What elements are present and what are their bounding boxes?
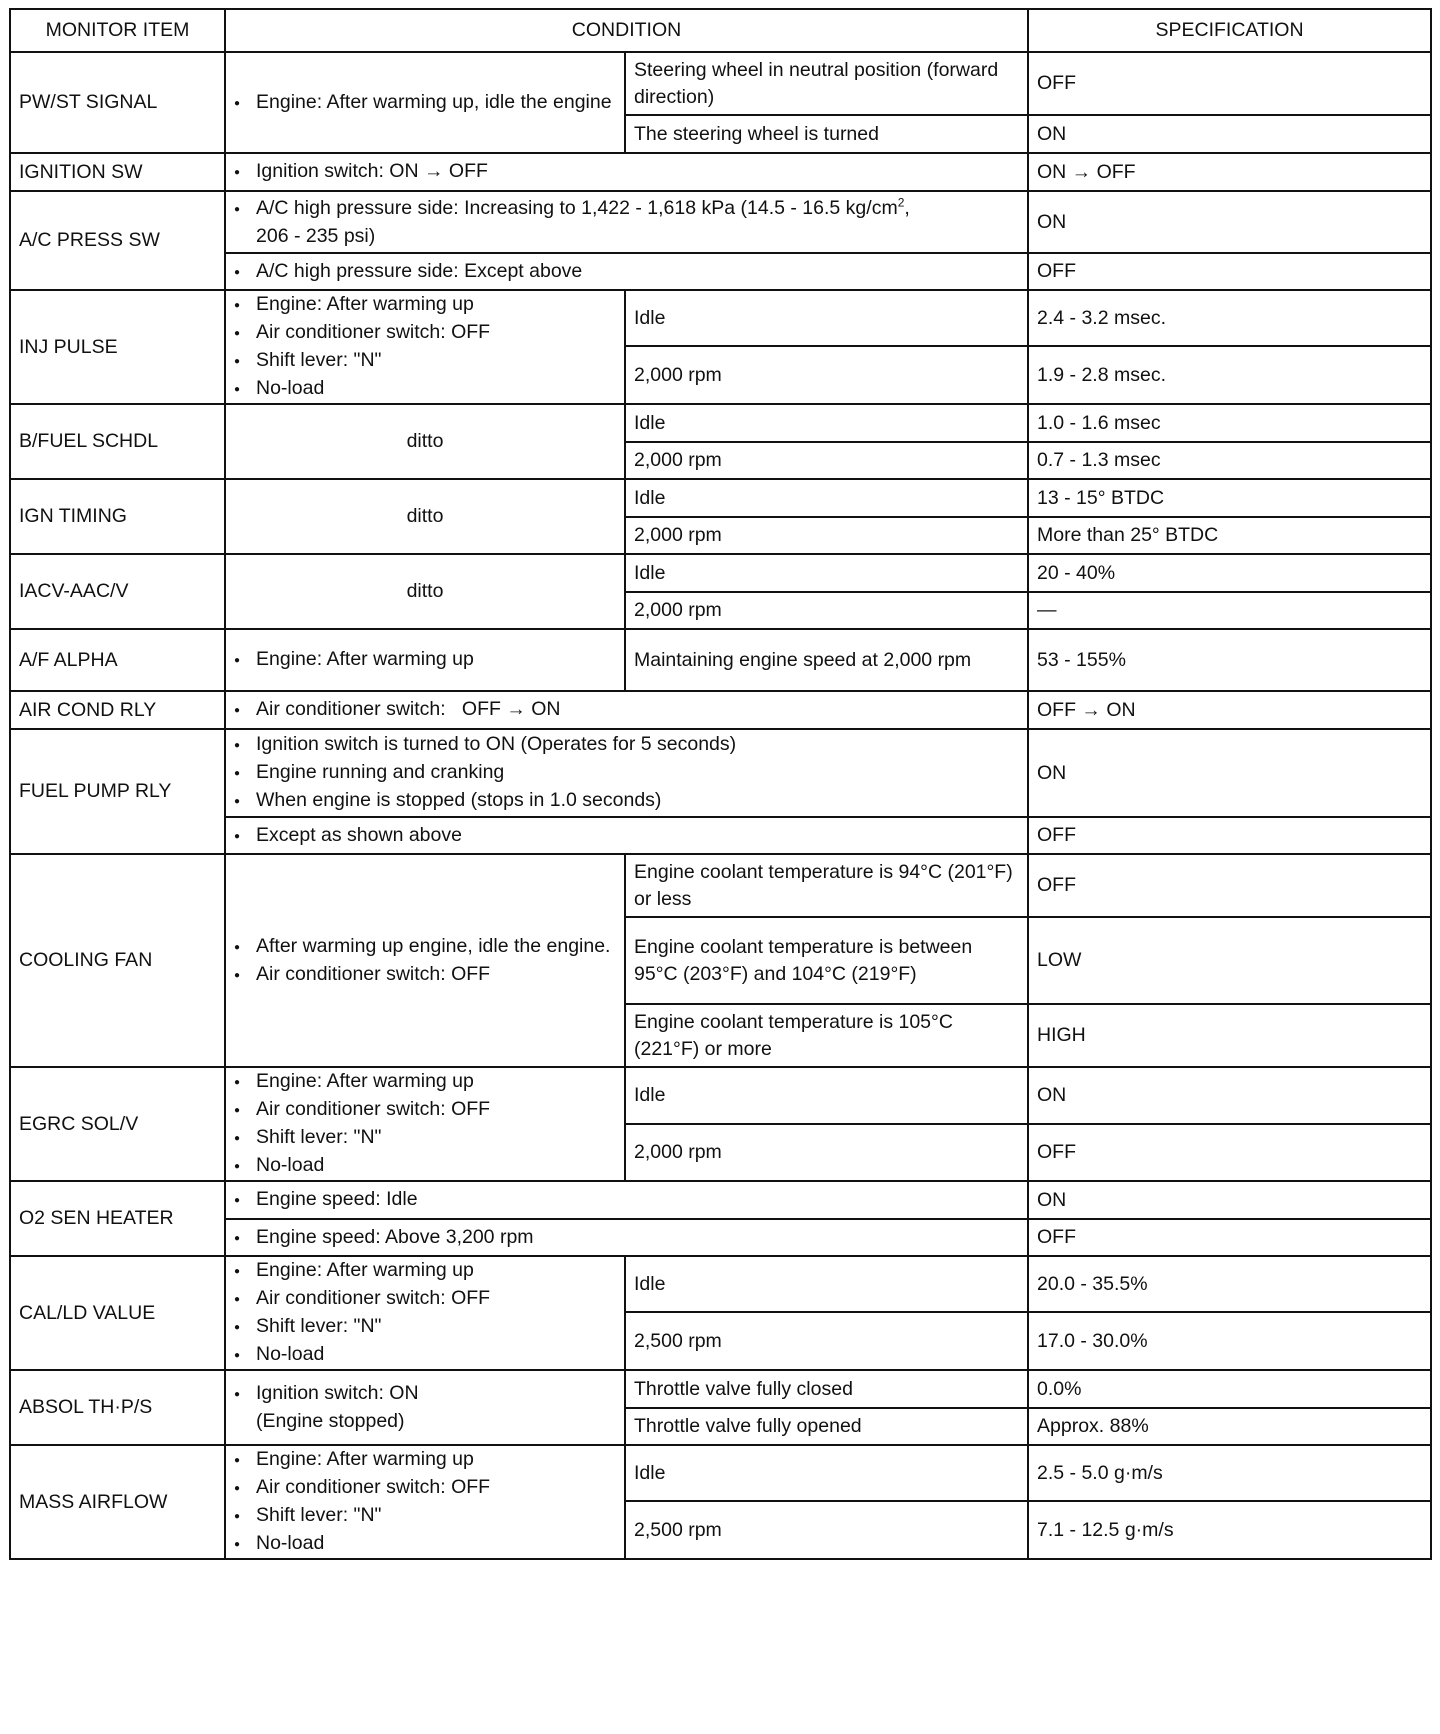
condition-bullet: ● No-load <box>234 1530 616 1558</box>
sub-condition-cell: 2,000 rpm <box>625 1124 1028 1181</box>
table-row <box>10 729 1431 817</box>
condition-note: (Engine stopped) <box>256 1410 405 1432</box>
spec-cell: 2.5 - 5.0 g·m/s <box>1028 1445 1431 1501</box>
condition-bullet: ● Air conditioner switch: OFF <box>234 319 616 347</box>
spec-cell: 53 - 155% <box>1028 629 1431 691</box>
sub-condition-cell: 2,500 rpm <box>625 1501 1028 1559</box>
sub-condition-cell: Engine coolant temperature is 105°C (221°F) or more <box>625 1004 1028 1067</box>
spec-cell: OFF → ON <box>1028 691 1431 729</box>
monitor-item-cell: EGRC SOL/V <box>10 1067 225 1181</box>
monitor-item-cell: A/C PRESS SW <box>10 191 225 290</box>
condition-cell <box>225 854 625 1067</box>
table-row <box>10 479 1431 517</box>
condition-cell <box>225 691 1028 729</box>
spec-cell: 0.7 - 1.3 msec <box>1028 442 1431 479</box>
sub-condition-cell: Steering wheel in neutral position (forward direction) <box>625 52 1028 115</box>
condition-bullet: ● Shift lever: "N" <box>234 1313 616 1341</box>
header-condition: CONDITION <box>225 9 1028 52</box>
condition-cell <box>225 1181 1028 1219</box>
spec-cell: 13 - 15° BTDC <box>1028 479 1431 517</box>
sub-condition-cell: Idle <box>625 479 1028 517</box>
condition-bullet: ● Engine: After warming up <box>234 646 616 674</box>
table-row <box>10 404 1431 442</box>
sub-condition-cell: Idle <box>625 554 1028 592</box>
condition-cell <box>225 1219 1028 1256</box>
spec-cell: — <box>1028 592 1431 629</box>
condition-bullet: ● Engine: After warming up, idle the engine <box>234 89 616 117</box>
condition-bullet: ● Ignition switch: ON <box>234 1380 616 1408</box>
spec-cell: 20.0 - 35.5% <box>1028 1256 1431 1312</box>
spec-cell: 7.1 - 12.5 g·m/s <box>1028 1501 1431 1559</box>
monitor-item-cell: COOLING FAN <box>10 854 225 1067</box>
header-specification: SPECIFICATION <box>1028 9 1431 52</box>
sub-condition-cell: 2,000 rpm <box>625 442 1028 479</box>
sub-condition-cell: Idle <box>625 1445 1028 1501</box>
condition-bullet: ● Engine: After warming up <box>234 1068 616 1096</box>
table-row <box>10 629 1431 691</box>
monitor-item-cell: AIR COND RLY <box>10 691 225 729</box>
condition-cell <box>225 1256 625 1370</box>
condition-cell <box>225 729 1028 817</box>
condition-bullet: ● Ignition switch: ON → OFF <box>234 158 1019 186</box>
condition-bullet: ● No-load <box>234 1152 616 1180</box>
spec-cell: HIGH <box>1028 1004 1431 1067</box>
monitor-item-cell: FUEL PUMP RLY <box>10 729 225 854</box>
condition-bullet: ● Shift lever: "N" <box>234 1124 616 1152</box>
condition-cell: ditto <box>225 404 625 479</box>
condition-cell <box>225 1067 625 1181</box>
spec-cell: OFF <box>1028 253 1431 290</box>
spec-cell: ON <box>1028 1067 1431 1124</box>
condition-bullet: ● A/C high pressure side: Increasing to 1,422 - 1,618 kPa (14.5 - 16.5 $kg/cm^2$, 206 - 235 psi) <box>234 195 1019 250</box>
monitor-item-cell: INJ PULSE <box>10 290 225 404</box>
condition-bullet: ● When engine is stopped (stops in 1.0 seconds) <box>234 787 1019 815</box>
condition-bullet: ● Air conditioner switch: OFF <box>234 1285 616 1313</box>
monitor-item-cell: O2 SEN HEATER <box>10 1181 225 1256</box>
monitor-item-cell: MASS AIRFLOW <box>10 1445 225 1559</box>
spec-cell: 2.4 - 3.2 msec. <box>1028 290 1431 346</box>
table-row <box>10 1370 1431 1408</box>
table-row <box>10 1256 1431 1312</box>
condition-cell <box>225 191 1028 253</box>
sub-condition-cell: 2,000 rpm <box>625 592 1028 629</box>
header-row <box>10 9 1431 52</box>
table-row <box>10 52 1431 115</box>
table-row <box>10 854 1431 917</box>
condition-cell <box>225 817 1028 854</box>
condition-cell <box>225 1370 625 1445</box>
condition-bullet: ● Air conditioner switch: OFF → ON <box>234 696 1019 724</box>
table-row <box>10 691 1431 729</box>
monitor-item-cell: CAL/LD VALUE <box>10 1256 225 1370</box>
condition-bullet: ● Shift lever: "N" <box>234 347 616 375</box>
table-row <box>10 290 1431 346</box>
sub-condition-cell: Engine coolant temperature is between 95°C (203°F) and 104°C (219°F) <box>625 917 1028 1004</box>
spec-cell: ON <box>1028 1181 1431 1219</box>
condition-bullet: ● Engine: After warming up <box>234 1446 616 1474</box>
condition-cell <box>225 1445 625 1559</box>
condition-bullet: ● Engine: After warming up <box>234 1257 616 1285</box>
sub-condition-cell: Idle <box>625 1067 1028 1124</box>
monitor-item-cell: B/FUEL SCHDL <box>10 404 225 479</box>
sub-condition-cell: Engine coolant temperature is 94°C (201°F) or less <box>625 854 1028 917</box>
condition-bullet: ● A/C high pressure side: Except above <box>234 258 1019 286</box>
spec-cell: 1.9 - 2.8 msec. <box>1028 346 1431 404</box>
header-monitor-item: MONITOR ITEM <box>10 9 225 52</box>
table-row <box>10 153 1431 191</box>
condition-bullet: ● Air conditioner switch: OFF <box>234 1096 616 1124</box>
condition-bullet: ● Air conditioner switch: OFF <box>234 961 616 989</box>
spec-cell: 17.0 - 30.0% <box>1028 1312 1431 1370</box>
monitor-item-cell: ABSOL TH·P/S <box>10 1370 225 1445</box>
condition-bullet: ● Ignition switch is turned to ON (Operates for 5 seconds) <box>234 731 1019 759</box>
sub-condition-cell: Idle <box>625 1256 1028 1312</box>
condition-bullet: ● Shift lever: "N" <box>234 1502 616 1530</box>
table-row <box>10 554 1431 592</box>
monitor-spec-table <box>9 8 1432 1560</box>
sub-condition-cell: Maintaining engine speed at 2,000 rpm <box>625 629 1028 691</box>
sub-condition-cell: Idle <box>625 404 1028 442</box>
condition-bullet: ● Engine speed: Idle <box>234 1186 1019 1214</box>
spec-cell: 1.0 - 1.6 msec <box>1028 404 1431 442</box>
spec-cell: OFF <box>1028 52 1431 115</box>
condition-cell: ditto <box>225 554 625 629</box>
condition-bullet: ● No-load <box>234 1341 616 1369</box>
table-row <box>10 1067 1431 1124</box>
table-row <box>10 191 1431 253</box>
condition-bullet: ● After warming up engine, idle the engine. <box>234 933 616 961</box>
monitor-item-cell: IGN TIMING <box>10 479 225 554</box>
sub-condition-cell: Throttle valve fully closed <box>625 1370 1028 1408</box>
monitor-item-cell: A/F ALPHA <box>10 629 225 691</box>
spec-cell: OFF <box>1028 817 1431 854</box>
condition-bullet: ● Except as shown above <box>234 822 1019 850</box>
sub-condition-cell: The steering wheel is turned <box>625 115 1028 153</box>
spec-cell: OFF <box>1028 854 1431 917</box>
condition-bullet: ● No-load <box>234 375 616 403</box>
monitor-item-cell: IACV-AAC/V <box>10 554 225 629</box>
condition-bullet: ● Engine: After warming up <box>234 291 616 319</box>
spec-cell: ON → OFF <box>1028 153 1431 191</box>
sub-condition-cell: Idle <box>625 290 1028 346</box>
table-row <box>10 1181 1431 1219</box>
spec-cell: ON <box>1028 191 1431 253</box>
condition-cell <box>225 153 1028 191</box>
spec-cell: 20 - 40% <box>1028 554 1431 592</box>
monitor-item-cell: IGNITION SW <box>10 153 225 191</box>
condition-bullet: ● Engine running and cranking <box>234 759 1019 787</box>
monitor-item-cell: PW/ST SIGNAL <box>10 52 225 153</box>
spec-cell: OFF <box>1028 1124 1431 1181</box>
condition-cell: ditto <box>225 479 625 554</box>
spec-cell: 0.0% <box>1028 1370 1431 1408</box>
sub-condition-cell: Throttle valve fully opened <box>625 1408 1028 1445</box>
sub-condition-cell: 2,000 rpm <box>625 517 1028 554</box>
spec-cell: OFF <box>1028 1219 1431 1256</box>
condition-cell <box>225 290 625 404</box>
spec-cell: LOW <box>1028 917 1431 1004</box>
spec-cell: ON <box>1028 729 1431 817</box>
condition-bullet: ● Engine speed: Above 3,200 rpm <box>234 1224 1019 1252</box>
table-row <box>10 1445 1431 1501</box>
condition-cell <box>225 52 625 153</box>
condition-cell <box>225 253 1028 290</box>
spec-cell: More than 25° BTDC <box>1028 517 1431 554</box>
condition-cell <box>225 629 625 691</box>
condition-bullet: ● Air conditioner switch: OFF <box>234 1474 616 1502</box>
sub-condition-cell: 2,500 rpm <box>625 1312 1028 1370</box>
sub-condition-cell: 2,000 rpm <box>625 346 1028 404</box>
spec-cell: Approx. 88% <box>1028 1408 1431 1445</box>
spec-cell: ON <box>1028 115 1431 153</box>
